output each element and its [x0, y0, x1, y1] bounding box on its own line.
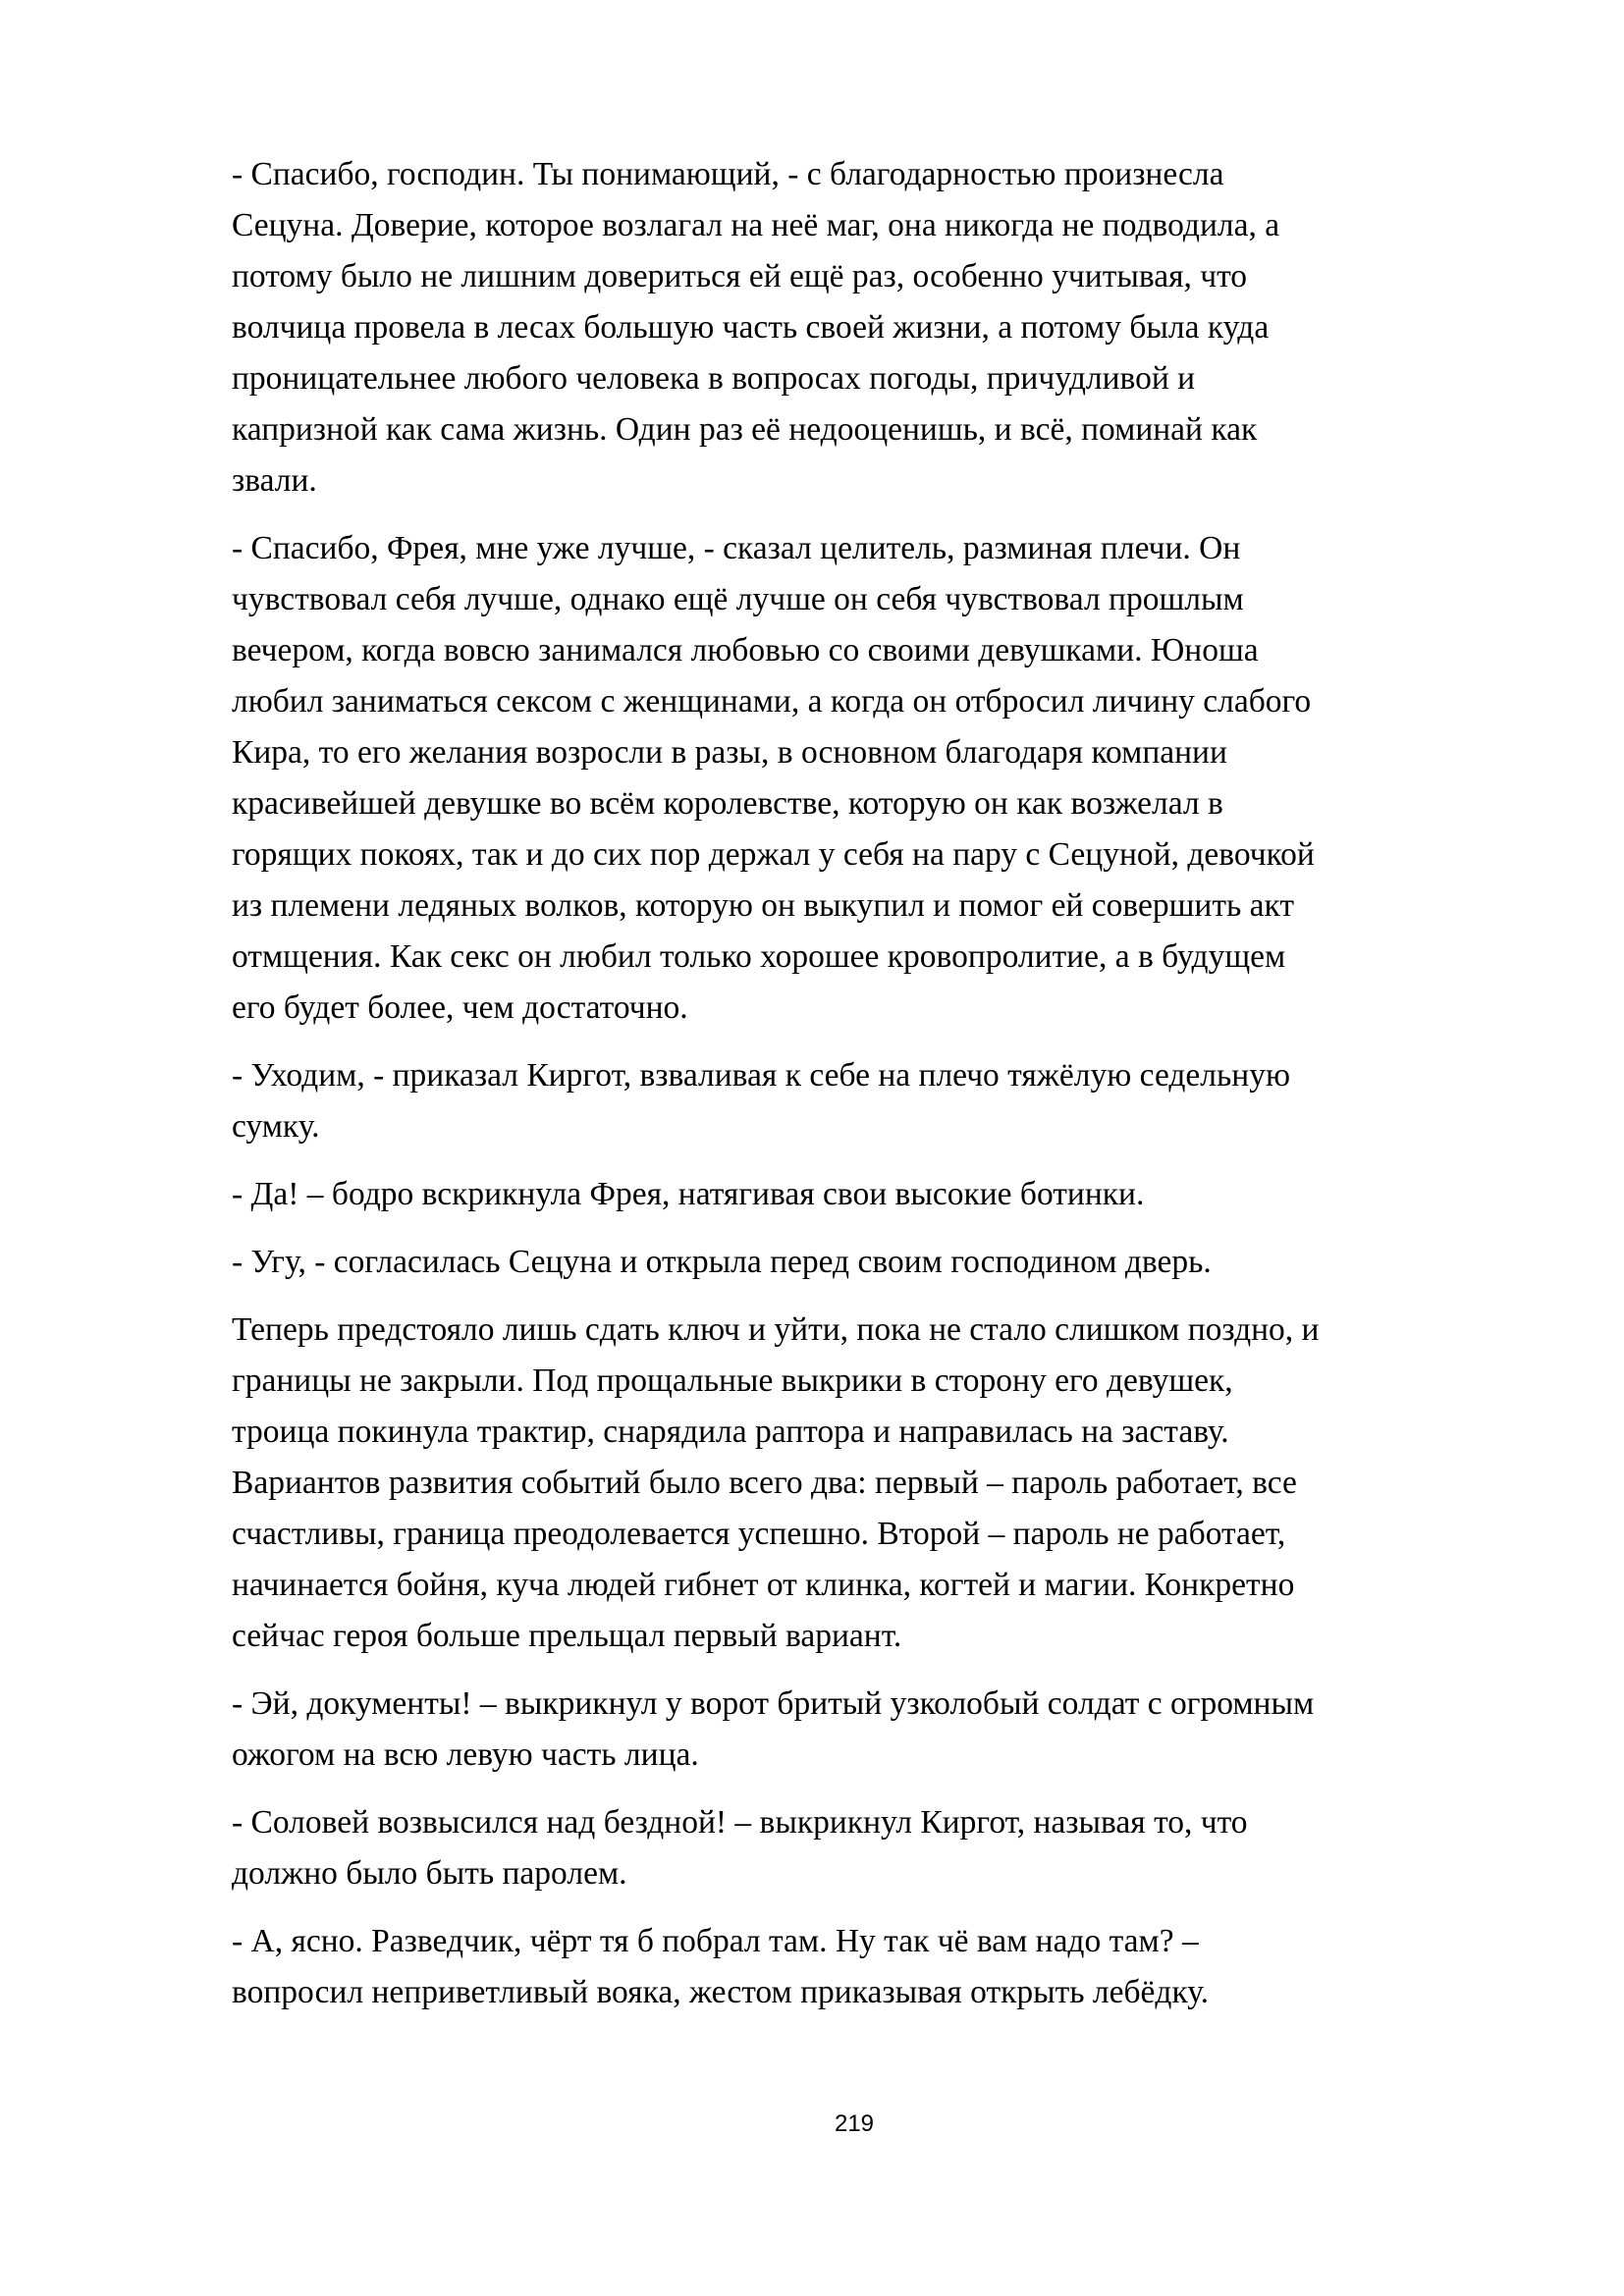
text-line: его будет более, чем достаточно.: [232, 989, 688, 1026]
page-number: 219: [834, 2110, 875, 2137]
text-line: начинается бойня, куча людей гибнет от клинка, когтей и магии. Конкретно: [232, 1567, 1295, 1603]
text-line: отмщения. Как секс он любил только хорошее кровопролитие, а в будущем: [232, 938, 1286, 975]
text-line: - Соловей возвысился над бездной! – выкрикнул Киргот, называя то, что: [232, 1804, 1248, 1841]
text-line: капризной как сама жизнь. Один раз её недооценишь, и всё, поминай как: [232, 411, 1258, 448]
text-line: счастливы, граница преодолевается успешно. Второй – пароль не работает,: [232, 1516, 1286, 1552]
text-line: границы не закрыли. Под прощальные выкрики в сторону его девушек,: [232, 1362, 1233, 1399]
text-line: чувствовал себя лучше, однако ещё лучше он себя чувствовал прошлым: [232, 581, 1244, 617]
text-line: сумку.: [232, 1108, 320, 1145]
paragraph: [232, 149, 1508, 507]
text-line: сейчас героя больше прельщал первый вариант.: [232, 1618, 902, 1654]
text-line: Сецуна. Доверие, которое возлагал на неё маг, она никогда не подводила, а: [232, 207, 1280, 243]
text-line: красивейшей девушке во всём королевстве, которую он как возжелал в: [232, 785, 1223, 822]
paragraph: [232, 1237, 1508, 1288]
text-line: вечером, когда вовсю занимался любовью со своими девушками. Юноша: [232, 632, 1259, 668]
text-line: - Спасибо, господин. Ты понимающий, - с благодарностью произнесла: [232, 156, 1224, 192]
text-line: волчица провела в лесах большую часть своей жизни, а потому была куда: [232, 309, 1270, 346]
paragraph: [232, 1679, 1508, 1781]
text-line: горящих покоях, так и до сих пор держал у себя на пару с Сецуной, девочкой: [232, 836, 1315, 873]
text-line: Кира, то его желания возросли в разы, в основном благодаря компании: [232, 734, 1227, 771]
paragraph: [232, 523, 1508, 1034]
text-line: проницательнее любого человека в вопросах погоды, причудливой и: [232, 360, 1196, 397]
text-line: - Уходим, - приказал Киргот, взваливая к себе на плечо тяжёлую седельную: [232, 1057, 1290, 1094]
text-line: - Угу, - согласилась Сецуна и открыла перед своим господином дверь.: [232, 1244, 1212, 1280]
paragraph: [232, 1797, 1508, 1899]
text-line: звали.: [232, 462, 317, 499]
text-line: из племени ледяных волков, которую он выкупил и помог ей совершить акт: [232, 887, 1294, 924]
paragraph: [232, 1050, 1508, 1152]
text-line: - Спасибо, Фрея, мне уже лучше, - сказал целитель, разминая плечи. Он: [232, 530, 1241, 566]
text-line: - А, ясно. Разведчик, чёрт тя б побрал там. Ну так чё вам надо там? –: [232, 1923, 1199, 1959]
text-line: Теперь предстояло лишь сдать ключ и уйти, пока не стало слишком поздно, и: [232, 1311, 1320, 1348]
page-body: [232, 149, 1508, 2035]
text-line: любил заниматься сексом с женщинами, а когда он отбросил личину слабого: [232, 683, 1312, 720]
text-line: - Да! – бодро вскрикнула Фрея, натягивая свои высокие ботинки.: [232, 1176, 1145, 1212]
text-line: потому было не лишним довериться ей ещё раз, особенно учитывая, что: [232, 258, 1248, 294]
text-line: вопросил неприветливый вояка, жестом приказывая открыть лебёдку.: [232, 1974, 1210, 2010]
text-line: троица покинула трактир, снарядила раптора и направилась на заставу.: [232, 1414, 1229, 1450]
text-line: - Эй, документы! – выкрикнул у ворот бритый узколобый солдат с огромным: [232, 1685, 1315, 1722]
text-line: Вариантов развития событий было всего два: первый – пароль работает, все: [232, 1465, 1297, 1501]
text-line: должно было быть паролем.: [232, 1855, 627, 1892]
paragraph: [232, 1916, 1508, 2018]
paragraph: [232, 1305, 1508, 1662]
paragraph: [232, 1169, 1508, 1220]
text-line: ожогом на всю левую часть лица.: [232, 1736, 699, 1773]
